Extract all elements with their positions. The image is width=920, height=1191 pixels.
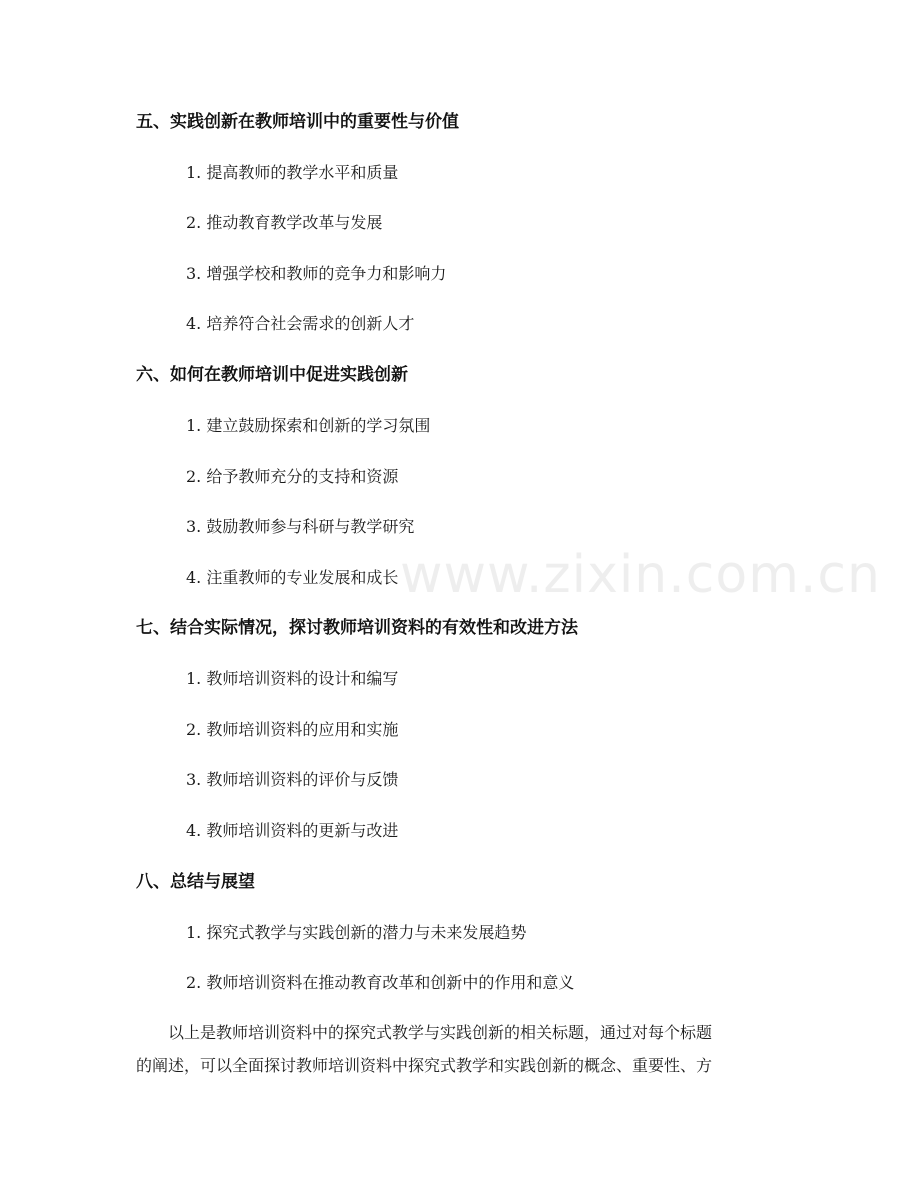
paragraph-line: 的阐述，可以全面探讨教师培训资料中探究式教学和实践创新的概念、重要性、方	[136, 1056, 713, 1075]
list-item: 1. 建立鼓励探索和创新的学习氛围	[186, 416, 431, 435]
list-item: 3. 增强学校和教师的竞争力和影响力	[186, 264, 447, 283]
list-item: 2. 教师培训资料的应用和实施	[186, 720, 399, 739]
list-item: 4. 教师培训资料的更新与改进	[186, 821, 399, 840]
paragraph-line: 以上是教师培训资料中的探究式教学与实践创新的相关标题，通过对每个标题	[168, 1023, 713, 1042]
watermark: www.zixin.com.cn	[400, 545, 881, 605]
list-item: 1. 探究式教学与实践创新的潜力与未来发展趋势	[186, 923, 527, 942]
list-item: 4. 培养符合社会需求的创新人才	[186, 314, 415, 333]
list-item: 3. 教师培训资料的评价与反馈	[186, 770, 399, 789]
list-item: 2. 推动教育教学改革与发展	[186, 213, 383, 232]
list-item: 1. 提高教师的教学水平和质量	[186, 163, 399, 182]
list-item: 4. 注重教师的专业发展和成长	[186, 568, 399, 587]
section-heading-8: 八、总结与展望	[136, 872, 255, 892]
section-heading-6: 六、如何在教师培训中促进实践创新	[136, 365, 408, 385]
section-heading-7: 七、结合实际情况，探讨教师培训资料的有效性和改进方法	[136, 618, 578, 638]
list-item: 2. 教师培训资料在推动教育改革和创新中的作用和意义	[186, 973, 575, 992]
list-item: 1. 教师培训资料的设计和编写	[186, 669, 399, 688]
list-item: 3. 鼓励教师参与科研与教学研究	[186, 517, 415, 536]
list-item: 2. 给予教师充分的支持和资源	[186, 467, 399, 486]
section-heading-5: 五、实践创新在教师培训中的重要性与价值	[136, 112, 459, 132]
summary-paragraph	[136, 1021, 786, 1078]
